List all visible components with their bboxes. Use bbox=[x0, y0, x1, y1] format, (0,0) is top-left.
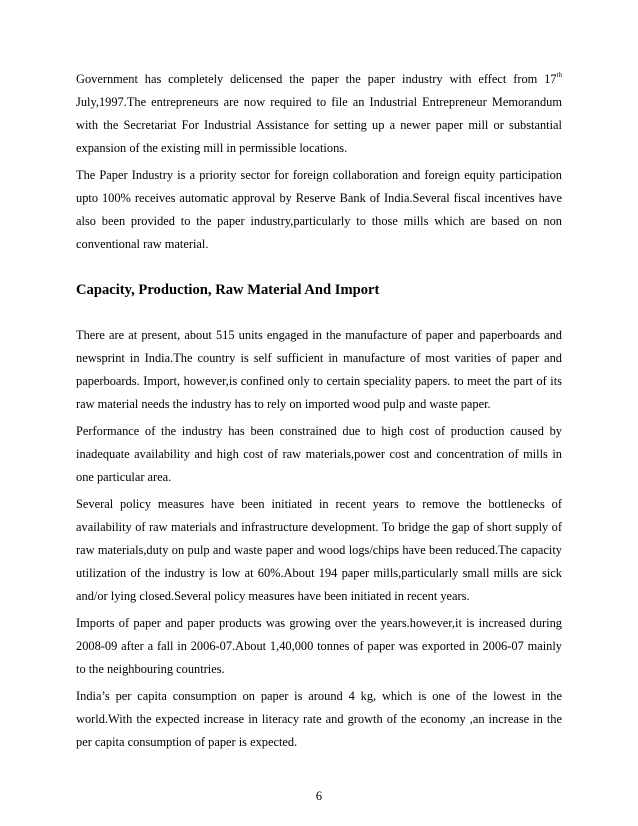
paragraph-performance: Performance of the industry has been constrained due to high cost of production caused by inadequate availability and high cost of raw materials,power cost and concentration of mills in one particular area. bbox=[76, 424, 562, 484]
paragraph-text: July,1997.The entrepreneurs are now required to file an Industrial Entrepreneur Memorandum with the Secretariat For Industrial Assistance for setting up a newer paper mill or substantial expansion of the existing mill in permissible locations. bbox=[76, 95, 562, 155]
document-page bbox=[76, 68, 562, 758]
paragraph-text: Government has completely delicensed the paper the paper industry with effect from 17 bbox=[76, 72, 557, 86]
page-number: 6 bbox=[315, 789, 323, 803]
ordinal-superscript: th bbox=[556, 71, 562, 79]
paragraph-policy-measures: Several policy measures have been initiated in recent years to remove the bottlenecks of availability of raw materials and infrastructure development. To bridge the gap of short supply of raw materials,duty on pulp and waste paper and wood logs/chips have been reduced.The capacity utilization of the industry is low at 60%.About 194 paper mills,particularly small mills are sick and/or lying closed.Several policy measures have been initiated in recent years. bbox=[76, 497, 562, 603]
paragraph-per-capita: India’s per capita consumption on paper is around 4 kg, which is one of the lowest in the world.With the expected increase in literacy rate and growth of the economy ,an increase in the per capita consumption of paper is expected. bbox=[76, 689, 562, 749]
paragraph-units: There are at present, about 515 units engaged in the manufacture of paper and paperboards and newsprint in India.The country is self sufficient in manufacture of most varities of paper and paperboards. Import, however,is confined only to certain speciality papers. to meet the part of its raw material needs the industry has to rely on imported wood pulp and waste paper. bbox=[76, 328, 562, 411]
section-heading: Capacity, Production, Raw Material And Import bbox=[76, 282, 380, 298]
paragraph-delicensing bbox=[76, 68, 562, 160]
paragraph-priority-sector: The Paper Industry is a priority sector for foreign collaboration and foreign equity participation upto 100% receives automatic approval by Reserve Bank of India.Several fiscal incentives have also been provided to the paper industry,particularly to those mills which are based on non conventional raw material. bbox=[76, 168, 562, 251]
paragraph-imports: Imports of paper and paper products was growing over the years.however,it is increased during 2008-09 after a fall in 2006-07.About 1,40,000 tonnes of paper was exported in 2006-07 mainly to the neighbouring countries. bbox=[76, 616, 562, 676]
